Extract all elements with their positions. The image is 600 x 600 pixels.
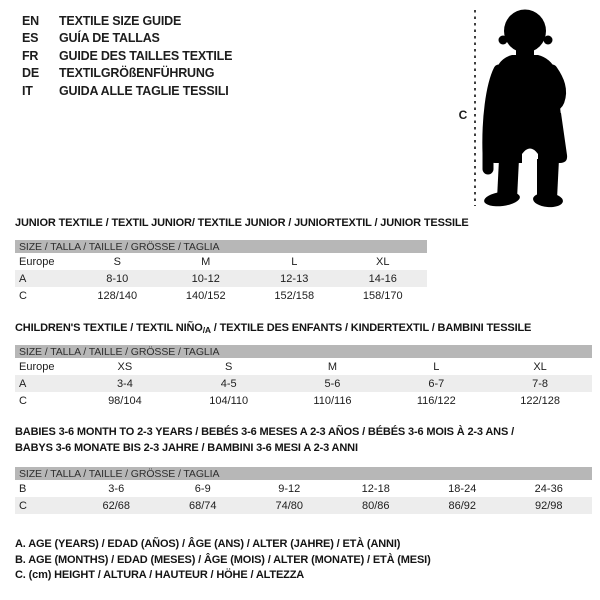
- height-measure-dashed-line: [474, 10, 476, 206]
- children-title-post: / TEXTILE DES ENFANTS / KINDERTEXTIL / BAMBINI TESSILE: [210, 322, 532, 334]
- footnote-c: C. (cm) HEIGHT / ALTURA / HAUTEUR / HÖHE / ALTEZZA: [15, 569, 305, 581]
- babies-size-table: [15, 467, 592, 514]
- table-row-height: [15, 497, 592, 514]
- size-value: 62/68: [102, 499, 131, 512]
- lang-code: FR: [22, 48, 39, 63]
- row-label: C: [19, 289, 27, 302]
- size-value: 80/86: [361, 499, 390, 512]
- size-value: 4-5: [220, 377, 237, 390]
- language-title-list: [22, 12, 232, 100]
- children-title-pre: CHILDREN'S TEXTILE / TEXTIL NIÑO: [15, 322, 203, 334]
- size-value: 116/122: [416, 394, 456, 407]
- size-value: 140/152: [185, 289, 226, 302]
- size-value: 152/158: [274, 289, 315, 302]
- size-value: 86/92: [448, 499, 477, 512]
- table-row-europe: [15, 358, 592, 375]
- size-header-band: SIZE / TALLA / TAILLE / GRÖSSE / TAGLIA: [15, 467, 592, 480]
- size-value: XL: [376, 255, 390, 268]
- children-section-title: [15, 320, 531, 338]
- size-value: 98/104: [108, 394, 142, 407]
- lang-title: GUIDE DES TAILLES TEXTILE: [59, 48, 233, 63]
- lang-code: EN: [22, 13, 39, 28]
- size-value: 6-7: [428, 377, 445, 390]
- row-label: Europe: [19, 360, 55, 373]
- size-value: XS: [117, 360, 133, 373]
- toddler-silhouette: [478, 8, 578, 208]
- size-value: 18-24: [448, 482, 477, 495]
- lang-title: GUIDA ALLE TAGLIE TESSILI: [59, 83, 229, 98]
- row-label: C: [19, 499, 27, 512]
- size-value: 92/98: [534, 499, 563, 512]
- children-size-table: [15, 345, 592, 409]
- size-value: 3-4: [116, 377, 133, 390]
- babies-section-title: [15, 424, 514, 456]
- table-row-height: [15, 392, 592, 409]
- size-value: L: [433, 360, 440, 373]
- size-value: 5-6: [324, 377, 341, 390]
- size-value: 10-12: [191, 272, 220, 285]
- size-value: 74/80: [275, 499, 304, 512]
- size-value: 12-18: [361, 482, 390, 495]
- table-row-age-months: [15, 480, 592, 497]
- lang-title: GUÍA DE TALLAS: [59, 31, 160, 46]
- size-value: S: [113, 255, 121, 268]
- table-row-height: [15, 287, 427, 304]
- children-title-sub: /A: [202, 325, 211, 335]
- lang-title: TEXTILGRÖßENFÜHRUNG: [59, 66, 215, 81]
- size-value: XL: [533, 360, 547, 373]
- junior-section-title: JUNIOR TEXTILE / TEXTIL JUNIOR/ TEXTILE JUNIOR / JUNIORTEXTIL / JUNIOR TESSILE: [15, 217, 469, 229]
- table-row-age: [15, 270, 427, 287]
- lang-row-en: [22, 12, 232, 30]
- size-value: S: [225, 360, 233, 373]
- size-value: 158/170: [362, 289, 403, 302]
- lang-code: IT: [22, 83, 33, 98]
- babies-title-line1: BABIES 3-6 MONTH TO 2-3 YEARS / BEBÉS 3-6 MESES A 2-3 AÑOS / BÉBÉS 3-6 MOIS À 2-3 ANS /: [15, 426, 514, 438]
- size-value: 122/128: [520, 394, 560, 407]
- lang-row-es: [22, 30, 232, 48]
- lang-row-de: [22, 65, 232, 83]
- lang-row-it: [22, 82, 232, 100]
- size-header-band: SIZE / TALLA / TAILLE / GRÖSSE / TAGLIA: [15, 240, 427, 253]
- babies-title-line2: BABYS 3-6 MONATE BIS 2-3 JAHRE / BAMBINI 3-6 MESI A 2-3 ANNI: [15, 442, 358, 454]
- size-value: 6-9: [194, 482, 211, 495]
- size-value: 8-10: [106, 272, 129, 285]
- table-row-age: [15, 375, 592, 392]
- size-value: 9-12: [278, 482, 301, 495]
- size-value: 128/140: [97, 289, 138, 302]
- size-value: 12-13: [280, 272, 309, 285]
- size-value: 24-36: [534, 482, 563, 495]
- lang-code: DE: [22, 66, 39, 81]
- footnote-legend: [15, 537, 431, 584]
- size-value: 110/116: [313, 394, 352, 407]
- table-row-europe: [15, 253, 427, 270]
- size-value: 68/74: [188, 499, 217, 512]
- size-value: M: [201, 255, 211, 268]
- size-value: 3-6: [108, 482, 125, 495]
- row-label: A: [19, 377, 27, 390]
- size-value: 104/110: [209, 394, 249, 407]
- footnote-a: A. AGE (YEARS) / EDAD (AÑOS) / ÂGE (ANS) / ALTER (JAHRE) / ETÀ (ANNI): [15, 538, 401, 550]
- size-value: 7-8: [532, 377, 549, 390]
- lang-row-fr: [22, 47, 232, 65]
- junior-size-table: [15, 240, 427, 304]
- lang-code: ES: [22, 31, 39, 46]
- row-label: C: [19, 394, 27, 407]
- lang-title: TEXTILE SIZE GUIDE: [59, 13, 182, 28]
- size-value: 14-16: [368, 272, 397, 285]
- footnote-b: B. AGE (MONTHS) / EDAD (MESES) / ÂGE (MOIS) / ALTER (MONATE) / ETÀ (MESI): [15, 553, 431, 566]
- size-value: L: [291, 255, 298, 268]
- row-label: B: [19, 482, 27, 495]
- row-label: Europe: [19, 255, 55, 268]
- height-measure-label: C: [458, 108, 468, 122]
- size-header-band: SIZE / TALLA / TAILLE / GRÖSSE / TAGLIA: [15, 345, 592, 358]
- row-label: A: [19, 272, 27, 285]
- size-value: M: [327, 360, 338, 373]
